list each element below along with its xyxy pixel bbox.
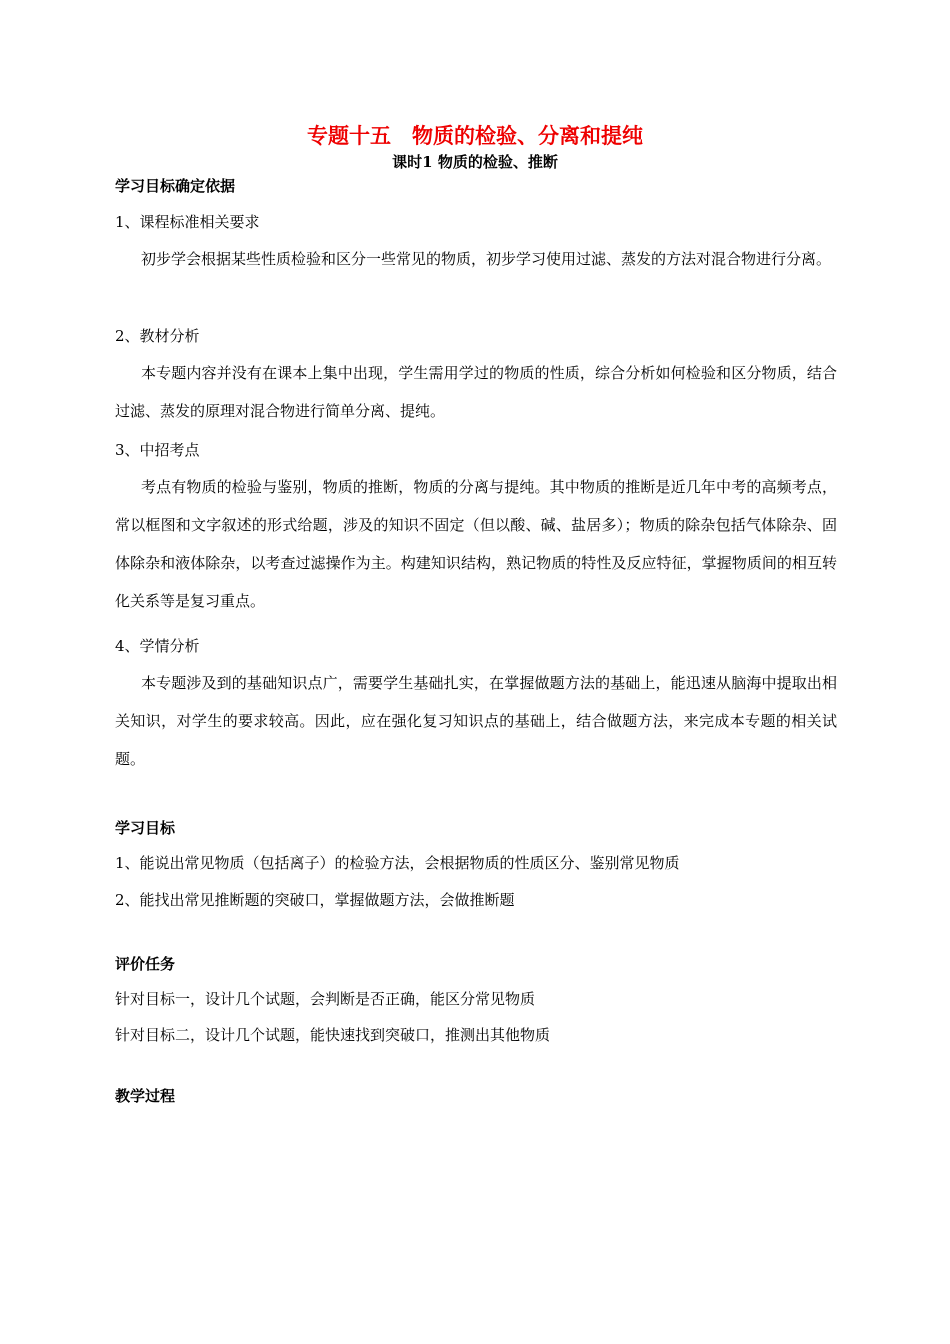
goal-item-1: 1、能说出常见物质（包括离子）的检验方法，会根据物质的性质区分、鉴别常见物质 xyxy=(115,854,680,872)
basis-item-3: 3、中招考点 xyxy=(115,441,200,459)
document-title: 专题十五 物质的检验、分离和提纯 xyxy=(307,123,643,148)
goal-item-2: 2、能找出常见推断题的突破口，掌握做题方法，会做推断题 xyxy=(115,891,515,909)
basis-item-2: 2、教材分析 xyxy=(115,327,200,345)
section-heading-basis: 学习目标确定依据 xyxy=(115,177,236,195)
basis-paragraph-1: 初步学会根据某些性质检验和区分一些常见的物质，初步学习使用过滤、蒸发的方法对混合物进行分离。 xyxy=(141,250,832,268)
task-item-1: 针对目标一，设计几个试题，会判断是否正确，能区分常见物质 xyxy=(115,990,536,1008)
section-heading-tasks: 评价任务 xyxy=(115,955,176,973)
document-subtitle: 课时1 物质的检验、推断 xyxy=(392,153,558,171)
task-item-2: 针对目标二，设计几个试题，能快速找到突破口，推测出其他物质 xyxy=(115,1026,551,1044)
basis-paragraph-2: 本专题内容并没有在课本上集中出现，学生需用学过的物质的性质，综合分析如何检验和区分物质，结合过滤、蒸发的原理对混合物进行简单分离、提纯。 xyxy=(115,364,837,420)
section-heading-process: 教学过程 xyxy=(115,1087,176,1105)
section-heading-goals: 学习目标 xyxy=(115,819,176,837)
basis-paragraph-4: 本专题涉及到的基础知识点广，需要学生基础扎实，在掌握做题方法的基础上，能迅速从脑海中提取出相关知识，对学生的要求较高。因此，应在强化复习知识点的基础上，结合做题方法，来完成本专题的相关试题。 xyxy=(115,674,837,768)
basis-paragraph-3: 考点有物质的检验与鉴别，物质的推断，物质的分离与提纯。其中物质的推断是近几年中考的高频考点，常以框图和文字叙述的形式给题，涉及的知识不固定（但以酸、碱、盐居多）；物质的除杂包括气体除杂、固体除杂和液体除杂，以考查过滤操作为主。构建知识结构，熟记物质的特性及反应特征，掌握物质间的相互转化关系等是复习重点。 xyxy=(115,478,837,610)
basis-item-4: 4、学情分析 xyxy=(115,637,200,655)
basis-item-1: 1、课程标准相关要求 xyxy=(115,213,260,231)
